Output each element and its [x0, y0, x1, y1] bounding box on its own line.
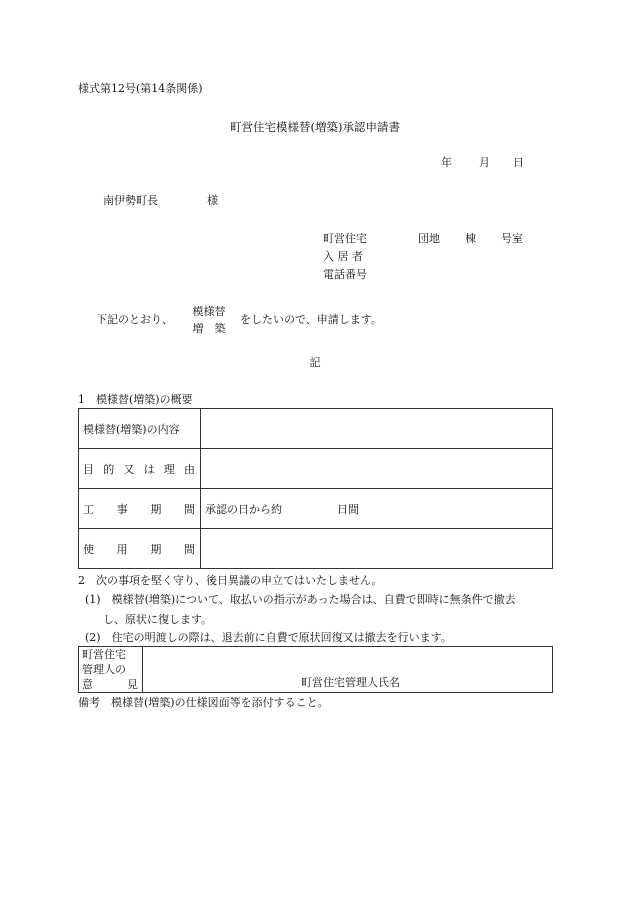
table-row	[79, 647, 553, 693]
remark: 備考 模様替(増築)の仕様図面等を添付すること。	[78, 696, 329, 709]
row-value-usage-period[interactable]	[201, 529, 553, 569]
applicant-housing-label: 町営住宅	[323, 232, 367, 245]
request-option-extension: 増 築	[192, 322, 226, 335]
table-row	[79, 409, 553, 449]
table-row	[79, 529, 553, 569]
row-value-purpose[interactable]	[201, 449, 553, 489]
request-pre: 下記のとおり、	[96, 313, 173, 326]
page-title: 町営住宅模様替(増築)承認申請書	[230, 120, 400, 134]
manager-opinion-label	[79, 647, 143, 693]
table-row	[79, 449, 553, 489]
request-options	[189, 303, 229, 337]
applicant-resident-label: 入 居 者	[323, 250, 363, 263]
addressee-honorific: 様	[207, 194, 218, 207]
date-day: 日	[513, 156, 524, 169]
manager-label-line2: 管理人の	[82, 663, 126, 676]
row-value-construction-period[interactable]: 承認の日から約 日間	[201, 489, 553, 529]
section2-item2: (2) 住宅の明渡しの際は、退去前に自費で原状回復又は撤去を行います。	[85, 631, 452, 644]
request-post: をしたいので、申請します。	[240, 313, 382, 326]
section2-item1-line1: (1) 模様替(増築)について、取払いの指示があった場合は、自費で即時に無条件で撤去	[85, 593, 516, 606]
row-label-construction-period: 工 事 期 間	[79, 489, 201, 529]
row-label-usage-period: 使 用 期 間	[79, 529, 201, 569]
row-label-purpose: 目 的 又 は 理 由	[79, 449, 201, 489]
row-label-content: 模様替(増築)の内容	[79, 409, 201, 449]
manager-label-line1: 町営住宅	[82, 648, 126, 661]
request-option-remodel: 模様替	[192, 305, 226, 318]
date-year: 年	[441, 156, 452, 169]
section2-item1-line2: し、原状に復します。	[103, 613, 213, 626]
table-row	[79, 489, 553, 529]
manager-opinion-table	[78, 646, 553, 693]
ki-heading: 記	[309, 356, 321, 369]
form-number: 様式第12号(第14条関係)	[78, 82, 203, 95]
addressee-name: 南伊勢町長	[103, 194, 158, 207]
applicant-phone-label: 電話番号	[323, 268, 367, 281]
section1-heading: 1 模様替(増築)の概要	[78, 393, 193, 406]
overview-table	[78, 408, 553, 569]
date-month: 月	[479, 156, 490, 169]
manager-label-line3: 意 見	[82, 678, 138, 691]
applicant-danchi: 団地	[418, 232, 440, 245]
manager-name-label: 町営住宅管理人氏名	[301, 676, 400, 689]
manager-opinion-field[interactable]	[143, 647, 553, 693]
applicant-room: 号室	[501, 232, 523, 245]
applicant-building: 棟	[465, 232, 476, 245]
row-value-content[interactable]	[201, 409, 553, 449]
section2-heading: 2 次の事項を堅く守り、後日異議の申立てはいたしません。	[78, 574, 383, 587]
